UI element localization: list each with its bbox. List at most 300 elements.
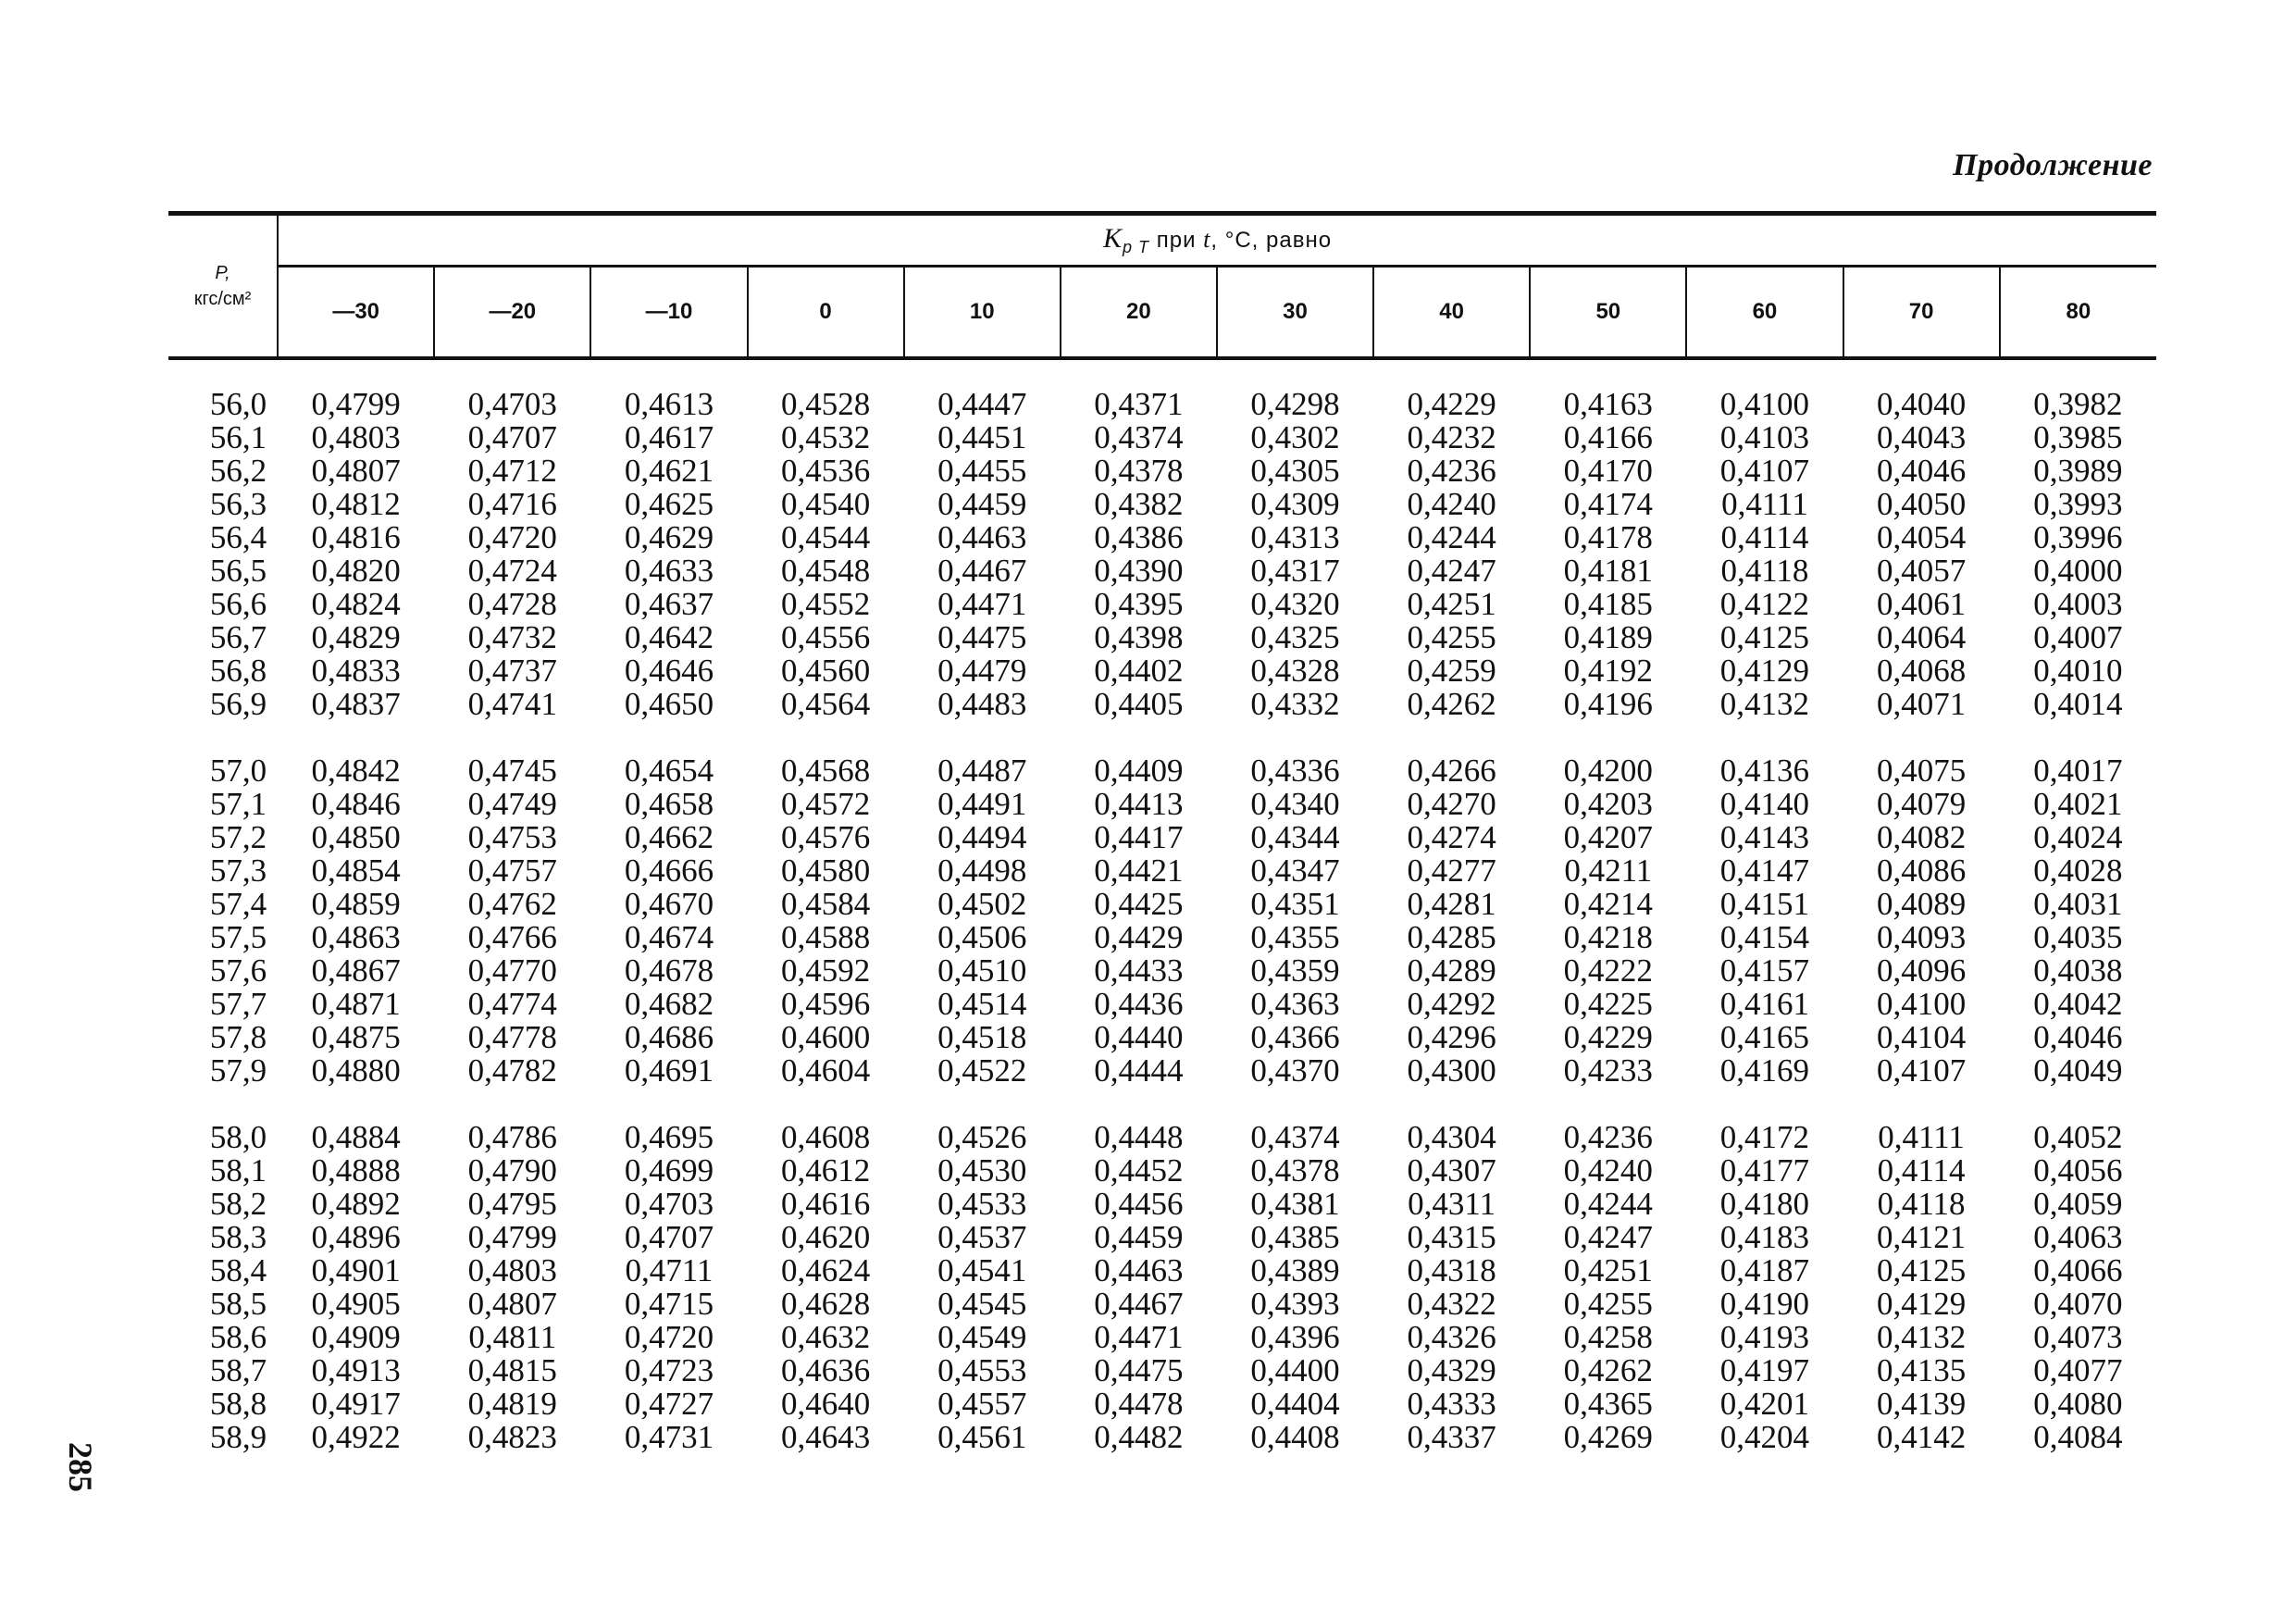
- k-value-cell: 0,3989: [2033, 453, 2123, 489]
- k-value-cell: 0,4548: [780, 553, 871, 589]
- k-value-cell: 0,4436: [1094, 986, 1184, 1022]
- k-value-cell: 0,4121: [1876, 1219, 1967, 1255]
- pressure-unit: кгс/см²: [193, 289, 252, 309]
- pressure-cell: 58,2: [209, 1186, 267, 1222]
- k-value-cell: 0,4616: [780, 1186, 871, 1222]
- table-row: [168, 788, 2156, 821]
- k-value-cell: 0,4292: [1407, 986, 1496, 1022]
- k-value-cell: 0,4799: [311, 386, 401, 422]
- k-value-cell: 0,4255: [1407, 619, 1496, 655]
- k-value-cell: 0,4049: [2033, 1052, 2123, 1089]
- k-value-cell: 0,4471: [1094, 1319, 1184, 1355]
- k-value-cell: 0,4475: [1094, 1352, 1184, 1388]
- k-value-cell: 0,4233: [1563, 1052, 1653, 1089]
- k-value-cell: 0,4389: [1250, 1252, 1340, 1288]
- k-value-cell: 0,4317: [1250, 553, 1340, 589]
- k-value-cell: 0,4080: [2033, 1386, 2123, 1422]
- k-value-cell: 0,4089: [1876, 886, 1967, 922]
- k-value-cell: 0,4922: [311, 1419, 401, 1455]
- pressure-cell: 57,3: [209, 853, 267, 889]
- k-value-cell: 0,4366: [1250, 1019, 1340, 1055]
- pressure-cell: 56,0: [209, 386, 267, 422]
- k-value-cell: 0,4568: [780, 753, 871, 789]
- k-value-cell: 0,4073: [2033, 1319, 2123, 1355]
- k-value-cell: 0,4620: [780, 1219, 871, 1255]
- k-value-cell: 0,4498: [937, 853, 1027, 889]
- k-value-cell: 0,4624: [780, 1252, 871, 1288]
- k-value-cell: 0,4532: [780, 419, 871, 455]
- pressure-cell: 57,9: [209, 1052, 267, 1089]
- k-value-cell: 0,4240: [1563, 1152, 1653, 1189]
- table-row: [168, 1388, 2156, 1421]
- pressure-cell: 56,3: [209, 486, 267, 522]
- k-value-cell: 0,4296: [1407, 1019, 1496, 1055]
- table-row: [168, 1154, 2156, 1188]
- k-value-cell: 0,4732: [467, 619, 557, 655]
- k-value-cell: 0,4325: [1250, 619, 1340, 655]
- k-value-cell: 0,4000: [2033, 553, 2123, 589]
- k-value-cell: 0,4200: [1563, 753, 1653, 789]
- group-label-mid: при: [1149, 228, 1204, 254]
- pressure-cell: 58,7: [209, 1352, 267, 1388]
- k-value-cell: 0,4502: [937, 886, 1027, 922]
- pressure-cell: 58,4: [209, 1252, 267, 1288]
- k-value-cell: 0,4790: [467, 1152, 557, 1189]
- k-value-cell: 0,4405: [1094, 686, 1184, 722]
- k-value-cell: 0,4229: [1563, 1019, 1653, 1055]
- k-value-cell: 0,4166: [1563, 419, 1653, 455]
- k-value-cell: 0,4588: [780, 919, 871, 955]
- k-value-cell: 0,4782: [467, 1052, 557, 1089]
- k-value-cell: 0,4096: [1876, 952, 1967, 989]
- k-value-cell: 0,4075: [1876, 753, 1967, 789]
- temperature-header: 40: [1373, 267, 1530, 358]
- k-value-cell: 0,4270: [1407, 786, 1496, 822]
- table-row: [168, 554, 2156, 588]
- k-value-cell: 0,4165: [1719, 1019, 1810, 1055]
- k-value-cell: 0,4333: [1407, 1386, 1496, 1422]
- k-value-cell: 0,4142: [1876, 1419, 1967, 1455]
- k-value-cell: 0,4043: [1876, 419, 1967, 455]
- k-subscript: p T: [1123, 237, 1150, 256]
- pressure-cell: 58,6: [209, 1319, 267, 1355]
- k-value-cell: 0,4313: [1250, 519, 1340, 555]
- k-value-cell: 0,4901: [311, 1252, 401, 1288]
- k-value-cell: 0,4720: [624, 1319, 714, 1355]
- k-value-cell: 0,4093: [1876, 919, 1967, 955]
- k-value-cell: 0,4305: [1250, 453, 1340, 489]
- k-value-cell: 0,4561: [937, 1419, 1027, 1455]
- k-value-cell: 0,4413: [1094, 786, 1184, 822]
- k-value-cell: 0,4251: [1407, 586, 1496, 622]
- k-value-cell: 0,4337: [1407, 1419, 1496, 1455]
- k-value-cell: 0,4506: [937, 919, 1027, 955]
- k-value-cell: 0,4888: [311, 1152, 401, 1189]
- k-value-cell: 0,4604: [780, 1052, 871, 1089]
- k-value-cell: 0,4071: [1876, 686, 1967, 722]
- k-value-cell: 0,4745: [467, 753, 557, 789]
- k-value-cell: 0,4311: [1408, 1186, 1496, 1222]
- k-value-cell: 0,4491: [937, 786, 1027, 822]
- temperature-header: 50: [1530, 267, 1686, 358]
- k-value-cell: 0,4340: [1250, 786, 1340, 822]
- k-value-cell: 0,4572: [780, 786, 871, 822]
- k-value-cell: 0,4408: [1250, 1419, 1340, 1455]
- pressure-cell: 58,1: [209, 1152, 267, 1189]
- k-value-cell: 0,4211: [1564, 853, 1653, 889]
- k-value-cell: 0,4596: [780, 986, 871, 1022]
- table-row: [168, 1088, 2156, 1154]
- k-value-cell: 0,4064: [1876, 619, 1967, 655]
- k-value-cell: 0,4421: [1094, 853, 1184, 889]
- k-value-cell: 0,4118: [1877, 1186, 1966, 1222]
- k-value-cell: 0,4854: [311, 853, 401, 889]
- k-value-cell: 0,4617: [624, 419, 714, 455]
- k-value-cell: 0,4024: [2033, 819, 2123, 855]
- k-value-cell: 0,3996: [2033, 519, 2123, 555]
- k-value-cell: 0,4381: [1250, 1186, 1340, 1222]
- k-value-cell: 0,4452: [1094, 1152, 1184, 1189]
- k-value-cell: 0,4079: [1876, 786, 1967, 822]
- pressure-cell: 56,4: [209, 519, 267, 555]
- k-value-cell: 0,3985: [2033, 419, 2123, 455]
- table-row: [168, 821, 2156, 854]
- k-value-cell: 0,4448: [1094, 1119, 1184, 1155]
- k-value-cell: 0,4786: [467, 1119, 557, 1155]
- k-value-cell: 0,4884: [311, 1119, 401, 1155]
- k-value-cell: 0,4201: [1719, 1386, 1810, 1422]
- k-value-cell: 0,4699: [624, 1152, 714, 1189]
- table-row: [168, 588, 2156, 621]
- k-value-cell: 0,4487: [937, 753, 1027, 789]
- k-value-cell: 0,4662: [624, 819, 714, 855]
- k-value-cell: 0,4172: [1719, 1119, 1810, 1155]
- k-value-cell: 0,4444: [1094, 1052, 1184, 1089]
- k-value-cell: 0,4378: [1250, 1152, 1340, 1189]
- k-value-cell: 0,4251: [1563, 1252, 1653, 1288]
- pressure-cell: 56,7: [209, 619, 267, 655]
- k-value-cell: 0,4909: [311, 1319, 401, 1355]
- k-value-cell: 0,4463: [937, 519, 1027, 555]
- k-value-cell: 0,4580: [780, 853, 871, 889]
- k-value-cell: 0,4258: [1563, 1319, 1653, 1355]
- k-value-cell: 0,4846: [311, 786, 401, 822]
- temperature-header: 10: [904, 267, 1061, 358]
- page-number: 285: [62, 1442, 99, 1492]
- pressure-cell: 56,2: [209, 453, 267, 489]
- k-value-cell: 0,4471: [937, 586, 1027, 622]
- k-value-cell: 0,4537: [937, 1219, 1027, 1255]
- k-value-cell: 0,4054: [1876, 519, 1967, 555]
- k-value-cell: 0,4122: [1719, 586, 1810, 622]
- k-value-cell: 0,4057: [1876, 553, 1967, 589]
- table-row: [168, 921, 2156, 954]
- k-value-cell: 0,4070: [2033, 1286, 2123, 1322]
- k-value-cell: 0,4778: [467, 1019, 557, 1055]
- pressure-cell: 56,6: [209, 586, 267, 622]
- k-value-cell: 0,4716: [467, 486, 557, 522]
- k-value-cell: 0,4404: [1250, 1386, 1340, 1422]
- k-value-cell: 0,4552: [780, 586, 871, 622]
- k-value-cell: 0,4154: [1719, 919, 1810, 955]
- k-value-cell: 0,4892: [311, 1186, 401, 1222]
- k-value-cell: 0,4905: [311, 1286, 401, 1322]
- k-value-cell: 0,4629: [624, 519, 714, 555]
- k-value-cell: 0,4670: [624, 886, 714, 922]
- k-value-cell: 0,4336: [1250, 753, 1340, 789]
- k-value-cell: 0,4753: [467, 819, 557, 855]
- k-value-cell: 0,4807: [467, 1286, 557, 1322]
- temperature-group-header: [278, 214, 2156, 267]
- k-value-cell: 0,4703: [624, 1186, 714, 1222]
- k-value-cell: 0,4378: [1094, 453, 1184, 489]
- k-value-cell: 0,4183: [1719, 1219, 1810, 1255]
- k-value-cell: 0,4737: [467, 653, 557, 689]
- k-value-cell: 0,4576: [780, 819, 871, 855]
- k-value-cell: 0,4007: [2033, 619, 2123, 655]
- k-value-cell: 0,4608: [780, 1119, 871, 1155]
- k-value-cell: 0,4125: [1719, 619, 1810, 655]
- k-value-cell: 0,4082: [1876, 819, 1967, 855]
- k-value-cell: 0,4307: [1407, 1152, 1496, 1189]
- k-value-cell: 0,4197: [1719, 1352, 1810, 1388]
- k-value-cell: 0,4824: [311, 586, 401, 622]
- k-value-cell: 0,4298: [1250, 386, 1340, 422]
- k-value-cell: 0,4035: [2033, 919, 2123, 955]
- pressure-cell: 57,7: [209, 986, 267, 1022]
- k-value-cell: 0,4196: [1563, 686, 1653, 722]
- k-value-cell: 0,4351: [1250, 886, 1340, 922]
- k-value-cell: 0,4014: [2033, 686, 2123, 722]
- k-value-cell: 0,4625: [624, 486, 714, 522]
- k-value-cell: 0,4478: [1094, 1386, 1184, 1422]
- k-value-cell: 0,4510: [937, 952, 1027, 989]
- k-value-cell: 0,4236: [1407, 453, 1496, 489]
- k-value-cell: 0,4451: [937, 419, 1027, 455]
- k-value-cell: 0,4867: [311, 952, 401, 989]
- k-value-cell: 0,4147: [1719, 853, 1810, 889]
- table-row: [168, 1254, 2156, 1288]
- k-value-cell: 0,4143: [1719, 819, 1810, 855]
- k-value-cell: 0,4363: [1250, 986, 1340, 1022]
- pressure-cell: 58,3: [209, 1219, 267, 1255]
- k-value-cell: 0,4163: [1563, 386, 1653, 422]
- k-value-cell: 0,4180: [1719, 1186, 1810, 1222]
- k-value-cell: 0,4560: [780, 653, 871, 689]
- k-value-cell: 0,4107: [1876, 1052, 1967, 1089]
- k-value-cell: 0,4118: [1720, 553, 1809, 589]
- k-value-cell: 0,4837: [311, 686, 401, 722]
- table-row: [168, 888, 2156, 921]
- pressure-cell: 57,5: [209, 919, 267, 955]
- temperature-header: 30: [1217, 267, 1373, 358]
- k-value-cell: 0,4244: [1407, 519, 1496, 555]
- k-value-cell: 0,4385: [1250, 1219, 1340, 1255]
- k-value-cell: 0,4393: [1250, 1286, 1340, 1322]
- k-value-cell: 0,4584: [780, 886, 871, 922]
- k-value-cell: 0,4533: [937, 1186, 1027, 1222]
- k-value-cell: 0,4046: [2033, 1019, 2123, 1055]
- k-value-cell: 0,4741: [467, 686, 557, 722]
- k-value-cell: 0,4374: [1094, 419, 1184, 455]
- k-value-cell: 0,4329: [1407, 1352, 1496, 1388]
- k-value-cell: 0,4178: [1563, 519, 1653, 555]
- k-value-cell: 0,4712: [467, 453, 557, 489]
- k-value-cell: 0,4017: [2033, 753, 2123, 789]
- k-value-cell: 0,4803: [467, 1252, 557, 1288]
- k-value-cell: 0,4842: [311, 753, 401, 789]
- k-value-cell: 0,4455: [937, 453, 1027, 489]
- pressure-column-header: [168, 214, 278, 359]
- k-value-cell: 0,4136: [1719, 753, 1810, 789]
- k-value-cell: 0,4479: [937, 653, 1027, 689]
- temperature-header: 20: [1061, 267, 1217, 358]
- k-value-cell: 0,4400: [1250, 1352, 1340, 1388]
- k-value-cell: 0,4320: [1250, 586, 1340, 622]
- k-value-cell: 0,4724: [467, 553, 557, 589]
- k-value-cell: 0,4274: [1407, 819, 1496, 855]
- k-value-cell: 0,4177: [1719, 1152, 1810, 1189]
- k-value-cell: 0,4309: [1250, 486, 1340, 522]
- pressure-cell: 58,8: [209, 1386, 267, 1422]
- k-value-cell: 0,4770: [467, 952, 557, 989]
- k-value-cell: 0,4028: [2033, 853, 2123, 889]
- table-row: [168, 1321, 2156, 1354]
- k-value-cell: 0,4222: [1563, 952, 1653, 989]
- k-value-cell: 0,4859: [311, 886, 401, 922]
- k-value-cell: 0,4207: [1563, 819, 1653, 855]
- k-value-cell: 0,4326: [1407, 1319, 1496, 1355]
- k-value-cell: 0,4247: [1563, 1219, 1653, 1255]
- k-value-cell: 0,4390: [1094, 553, 1184, 589]
- pressure-cell: 57,0: [209, 753, 267, 789]
- k-value-cell: 0,4686: [624, 1019, 714, 1055]
- k-value-cell: 0,4100: [1719, 386, 1810, 422]
- k-value-cell: 0,4365: [1563, 1386, 1653, 1422]
- k-value-cell: 0,4402: [1094, 653, 1184, 689]
- k-value-cell: 0,4192: [1563, 653, 1653, 689]
- k-value-cell: 0,4161: [1719, 986, 1810, 1022]
- k-value-cell: 0,4643: [780, 1419, 871, 1455]
- table-row: [168, 521, 2156, 554]
- k-value-cell: 0,4549: [937, 1319, 1027, 1355]
- k-value-cell: 0,4463: [1094, 1252, 1184, 1288]
- k-value-cell: 0,4262: [1407, 686, 1496, 722]
- pressure-cell: 58,0: [209, 1119, 267, 1155]
- k-value-cell: 0,4433: [1094, 952, 1184, 989]
- continuation-label: Продолжение: [1953, 148, 2153, 182]
- k-value-cell: 0,4612: [780, 1152, 871, 1189]
- k-value-cell: 0,4262: [1563, 1352, 1653, 1388]
- k-symbol: K: [1103, 223, 1123, 255]
- k-value-cell: 0,4707: [467, 419, 557, 455]
- k-value-cell: 0,4621: [624, 453, 714, 489]
- k-value-cell: 0,4829: [311, 619, 401, 655]
- k-value-cell: 0,4632: [780, 1319, 871, 1355]
- k-value-cell: 0,4374: [1250, 1119, 1340, 1155]
- k-value-cell: 0,4494: [937, 819, 1027, 855]
- k-value-cell: 0,4553: [937, 1352, 1027, 1388]
- k-value-cell: 0,4266: [1407, 753, 1496, 789]
- k-value-cell: 0,4541: [937, 1252, 1027, 1288]
- k-value-cell: 0,4564: [780, 686, 871, 722]
- k-value-cell: 0,4429: [1094, 919, 1184, 955]
- k-value-cell: 0,4417: [1094, 819, 1184, 855]
- k-value-cell: 0,4129: [1876, 1286, 1967, 1322]
- k-value-cell: 0,4447: [937, 386, 1027, 422]
- k-value-cell: 0,4157: [1719, 952, 1810, 989]
- temperature-header: 0: [748, 267, 904, 358]
- temperature-header-row: [168, 267, 2156, 358]
- k-value-cell: 0,4021: [2033, 786, 2123, 822]
- k-value-cell: 0,4052: [2033, 1119, 2123, 1155]
- k-value-cell: 0,4111: [1878, 1119, 1965, 1155]
- table-body: [168, 358, 2156, 1454]
- table-row: [168, 854, 2156, 888]
- k-value-cell: 0,4459: [937, 486, 1027, 522]
- k-value-cell: 0,4816: [311, 519, 401, 555]
- k-value-cell: 0,4269: [1563, 1419, 1653, 1455]
- k-value-cell: 0,4850: [311, 819, 401, 855]
- k-value-cell: 0,4300: [1407, 1052, 1496, 1089]
- k-value-cell: 0,4281: [1407, 886, 1496, 922]
- k-value-cell: 0,4803: [311, 419, 401, 455]
- k-value-cell: 0,4518: [937, 1019, 1027, 1055]
- k-value-cell: 0,4815: [467, 1352, 557, 1388]
- k-value-cell: 0,4285: [1407, 919, 1496, 955]
- table-row: [168, 1021, 2156, 1054]
- k-value-cell: 0,4613: [624, 386, 714, 422]
- k-value-cell: 0,4440: [1094, 1019, 1184, 1055]
- k-value-cell: 0,4766: [467, 919, 557, 955]
- table-row: [168, 1421, 2156, 1454]
- k-value-cell: 0,4880: [311, 1052, 401, 1089]
- k-value-cell: 0,4244: [1563, 1186, 1653, 1222]
- k-value-cell: 0,4514: [937, 986, 1027, 1022]
- k-value-cell: 0,4185: [1563, 586, 1653, 622]
- temperature-header: —10: [590, 267, 747, 358]
- k-value-cell: 0,4526: [937, 1119, 1027, 1155]
- k-value-cell: 0,4467: [937, 553, 1027, 589]
- k-value-cell: 0,4691: [624, 1052, 714, 1089]
- k-value-cell: 0,4100: [1876, 986, 1967, 1022]
- k-value-cell: 0,4545: [937, 1286, 1027, 1322]
- k-value-cell: 0,4540: [780, 486, 871, 522]
- k-value-cell: 0,4225: [1563, 986, 1653, 1022]
- k-value-cell: 0,4812: [311, 486, 401, 522]
- k-value-cell: 0,4467: [1094, 1286, 1184, 1322]
- k-value-cell: 0,4820: [311, 553, 401, 589]
- k-value-cell: 0,4483: [937, 686, 1027, 722]
- k-value-cell: 0,4204: [1719, 1419, 1810, 1455]
- k-value-cell: 0,4727: [624, 1386, 714, 1422]
- k-value-cell: 0,4774: [467, 986, 557, 1022]
- k-value-cell: 0,3993: [2033, 486, 2123, 522]
- k-value-cell: 0,4347: [1250, 853, 1340, 889]
- compressibility-table: [168, 211, 2156, 1454]
- pressure-cell: 57,2: [209, 819, 267, 855]
- k-value-cell: 0,4917: [311, 1386, 401, 1422]
- k-value-cell: 0,4682: [624, 986, 714, 1022]
- k-value-cell: 0,4386: [1094, 519, 1184, 555]
- table-row: [168, 1221, 2156, 1254]
- k-value-cell: 0,4135: [1876, 1352, 1967, 1388]
- k-value-cell: 0,4232: [1407, 419, 1496, 455]
- pressure-cell: 56,9: [209, 686, 267, 722]
- table-row: [168, 988, 2156, 1021]
- k-value-cell: 0,4674: [624, 919, 714, 955]
- k-value-cell: 0,4187: [1719, 1252, 1810, 1288]
